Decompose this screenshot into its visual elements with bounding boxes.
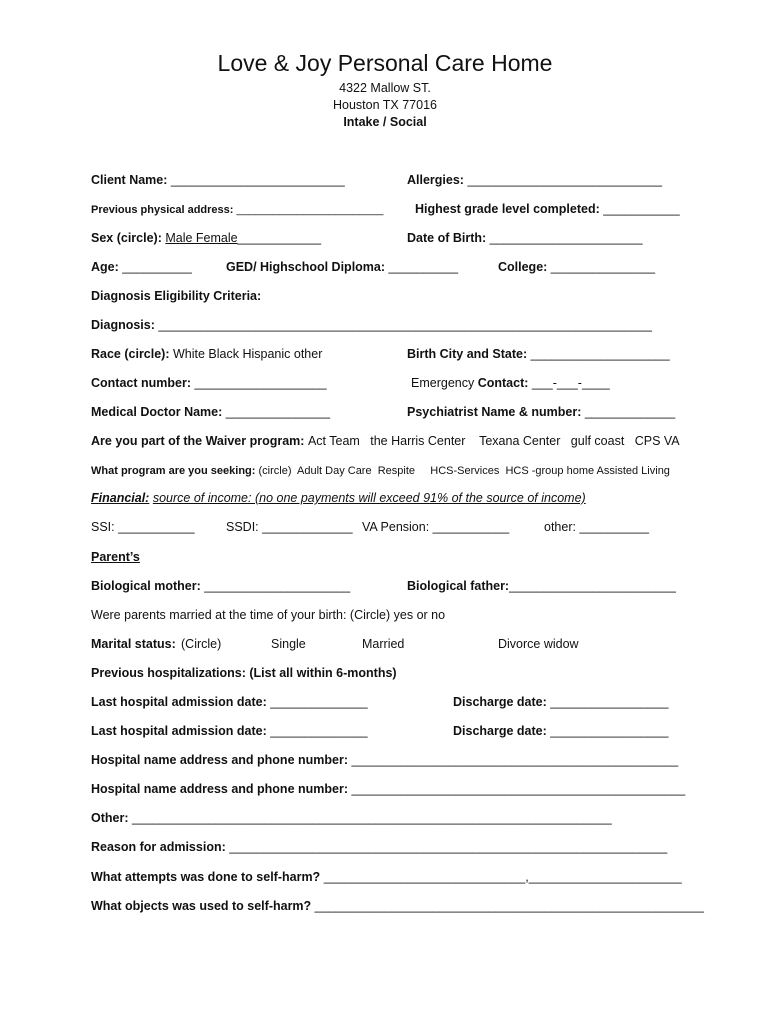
sex-label: Sex (circle): <box>91 231 162 245</box>
medical-doctor-line[interactable]: _______________ <box>225 405 331 419</box>
highest-grade-line[interactable]: ___________ <box>603 202 680 216</box>
discharge-1-label: Discharge date: <box>453 695 547 709</box>
parents-married-question[interactable]: Were parents married at the time of your birth: (Circle) yes or no <box>91 608 446 622</box>
previous-address-line[interactable]: ________________________ <box>236 204 384 216</box>
sex-field[interactable] <box>91 230 321 246</box>
financial-note: source of income: (no one payments will exceed 91% of the source of income) <box>152 491 586 505</box>
reason-field[interactable] <box>91 839 667 855</box>
previous-hospitalizations-label: Previous hospitalizations: (List all within 6-months) <box>91 666 397 680</box>
sex-options[interactable]: Male Female <box>165 231 238 245</box>
birth-city-label: Birth City and State: <box>407 347 528 361</box>
bio-father-line[interactable]: ________________________ <box>509 579 676 593</box>
last-admission-2-line[interactable]: ______________ <box>270 724 368 738</box>
parents-heading: Parent’s <box>91 550 140 564</box>
va-pension-label: VA Pension: <box>362 520 430 534</box>
ged-field[interactable] <box>226 259 458 275</box>
waiver-label: Are you part of the Waiver program: <box>91 434 305 448</box>
client-name-field[interactable] <box>91 172 345 188</box>
marital-option-married[interactable]: Married <box>362 637 405 651</box>
contact-number-label: Contact number: <box>91 376 191 390</box>
waiver-options[interactable]: Act Team the Harris Center Texana Center gulf coast CPS VA <box>307 434 680 448</box>
discharge-1-line[interactable]: _________________ <box>550 695 669 709</box>
other-income-label: other: <box>544 520 576 534</box>
waiver-field[interactable] <box>91 433 680 449</box>
marital-status-label: Marital status: <box>91 637 176 651</box>
previous-address-field[interactable] <box>91 202 383 218</box>
emergency-contact-field[interactable] <box>411 375 610 391</box>
diagnosis-label: Diagnosis: <box>91 318 155 332</box>
discharge-1-field[interactable] <box>453 694 668 710</box>
hospital-name-2-line[interactable]: ________________________________________________ <box>351 782 686 796</box>
va-pension-line[interactable]: ___________ <box>432 520 510 534</box>
previous-address-label: Previous physical address: <box>91 204 234 216</box>
psychiatrist-line[interactable]: _____________ <box>584 405 676 419</box>
diagnosis-line[interactable]: _______________________________________________________________________ <box>158 318 652 332</box>
emergency-contact-line[interactable]: ___-___-____ <box>531 376 610 390</box>
dob-field[interactable] <box>407 230 643 246</box>
form-subtitle: Intake / Social <box>343 115 427 129</box>
hospital-name-1-label: Hospital name address and phone number: <box>91 753 348 767</box>
bio-mother-line[interactable]: _____________________ <box>204 579 351 593</box>
dob-label: Date of Birth: <box>407 231 487 245</box>
emergency-contact-label: Contact: <box>477 376 529 390</box>
ssi-line[interactable]: ___________ <box>118 520 195 534</box>
self-harm-objects-line[interactable]: ________________________________________________________ <box>314 899 704 913</box>
diagnosis-criteria-label: Diagnosis Eligibility Criteria: <box>91 289 262 303</box>
bio-father-field[interactable] <box>407 578 676 594</box>
college-field[interactable] <box>498 259 655 275</box>
birth-city-line[interactable]: ____________________ <box>530 347 670 361</box>
dob-line[interactable]: ______________________ <box>489 231 643 245</box>
highest-grade-label: Highest grade level completed: <box>415 202 600 216</box>
other-label: Other: <box>91 811 129 825</box>
birth-city-field[interactable] <box>407 346 670 362</box>
hospital-name-1-line[interactable]: _______________________________________________ <box>351 753 679 767</box>
self-harm-objects-field[interactable] <box>91 898 704 914</box>
diagnosis-field[interactable] <box>91 317 652 333</box>
financial-field <box>91 490 586 506</box>
ssdi-line[interactable]: _____________ <box>262 520 353 534</box>
last-admission-1-field[interactable] <box>91 694 368 710</box>
medical-doctor-field[interactable] <box>91 404 330 420</box>
form-title: Love & Joy Personal Care Home <box>217 50 553 76</box>
other-line[interactable]: _____________________________________________________________________ <box>131 811 612 825</box>
discharge-2-line[interactable]: _________________ <box>550 724 669 738</box>
self-harm-attempts-field[interactable] <box>91 869 682 885</box>
hospital-name-2-label: Hospital name address and phone number: <box>91 782 348 796</box>
financial-label: Financial: <box>91 491 150 505</box>
program-options[interactable]: (circle) Adult Day Care Respite HCS-Services HCS -group home Assisted Living <box>258 465 670 477</box>
client-name-label: Client Name: <box>91 173 168 187</box>
ssi-label: SSI: <box>91 520 115 534</box>
program-field[interactable] <box>91 463 670 479</box>
ssdi-label: SSDI: <box>226 520 259 534</box>
discharge-2-field[interactable] <box>453 723 668 739</box>
ged-line[interactable]: __________ <box>388 260 459 274</box>
highest-grade-field[interactable] <box>415 201 680 217</box>
client-name-line[interactable]: _________________________ <box>170 173 345 187</box>
last-admission-1-label: Last hospital admission date: <box>91 695 267 709</box>
marital-circle-note: (Circle) <box>181 637 222 651</box>
psychiatrist-field[interactable] <box>407 404 675 420</box>
reason-label: Reason for admission: <box>91 840 226 854</box>
allergies-label: Allergies: <box>407 173 464 187</box>
address-line-2: Houston TX 77016 <box>332 98 437 112</box>
bio-mother-field[interactable] <box>91 578 350 594</box>
program-label: What program are you seeking: <box>91 465 256 477</box>
age-label: Age: <box>91 260 119 274</box>
ssi-field[interactable] <box>91 519 195 535</box>
other-income-line[interactable]: __________ <box>579 520 649 534</box>
emergency-label: Emergency <box>411 376 475 390</box>
hospital-name-1-field[interactable] <box>91 752 678 768</box>
bio-father-label: Biological father: <box>407 579 510 593</box>
bio-mother-label: Biological mother: <box>91 579 201 593</box>
medical-doctor-label: Medical Doctor Name: <box>91 405 223 419</box>
self-harm-attempts-line[interactable]: _____________________________,______________________ <box>323 870 682 884</box>
last-admission-1-line[interactable]: ______________ <box>270 695 368 709</box>
last-admission-2-field[interactable] <box>91 723 368 739</box>
reason-line[interactable]: _______________________________________________________________ <box>229 840 668 854</box>
contact-number-line[interactable]: ___________________ <box>194 376 327 390</box>
contact-number-field[interactable] <box>91 375 327 391</box>
self-harm-objects-label: What objects was used to self-harm? <box>91 899 312 913</box>
other-income-field[interactable] <box>544 519 649 535</box>
discharge-2-label: Discharge date: <box>453 724 547 738</box>
va-pension-field[interactable] <box>362 519 509 535</box>
other-field[interactable] <box>91 810 612 826</box>
ged-label: GED/ Highschool Diploma: <box>226 260 386 274</box>
race-label: Race (circle): <box>91 347 170 361</box>
race-options[interactable]: White Black Hispanic other <box>173 347 323 361</box>
college-line[interactable]: _______________ <box>550 260 656 274</box>
allergies-field[interactable] <box>407 172 662 188</box>
race-field[interactable] <box>91 346 322 362</box>
hospital-name-2-field[interactable] <box>91 781 685 797</box>
age-field[interactable] <box>91 259 192 275</box>
sex-line[interactable]: ____________ <box>237 231 322 245</box>
last-admission-2-label: Last hospital admission date: <box>91 724 267 738</box>
ssdi-field[interactable] <box>226 519 353 535</box>
college-label: College: <box>498 260 548 274</box>
allergies-line[interactable]: ____________________________ <box>467 173 663 187</box>
psychiatrist-label: Psychiatrist Name & number: <box>407 405 582 419</box>
address-line-1: 4322 Mallow ST. <box>339 81 431 95</box>
self-harm-attempts-label: What attempts was done to self-harm? <box>91 870 321 884</box>
marital-option-divorce-widow[interactable]: Divorce widow <box>498 637 579 651</box>
age-line[interactable]: __________ <box>122 260 192 274</box>
marital-option-single[interactable]: Single <box>271 637 306 651</box>
